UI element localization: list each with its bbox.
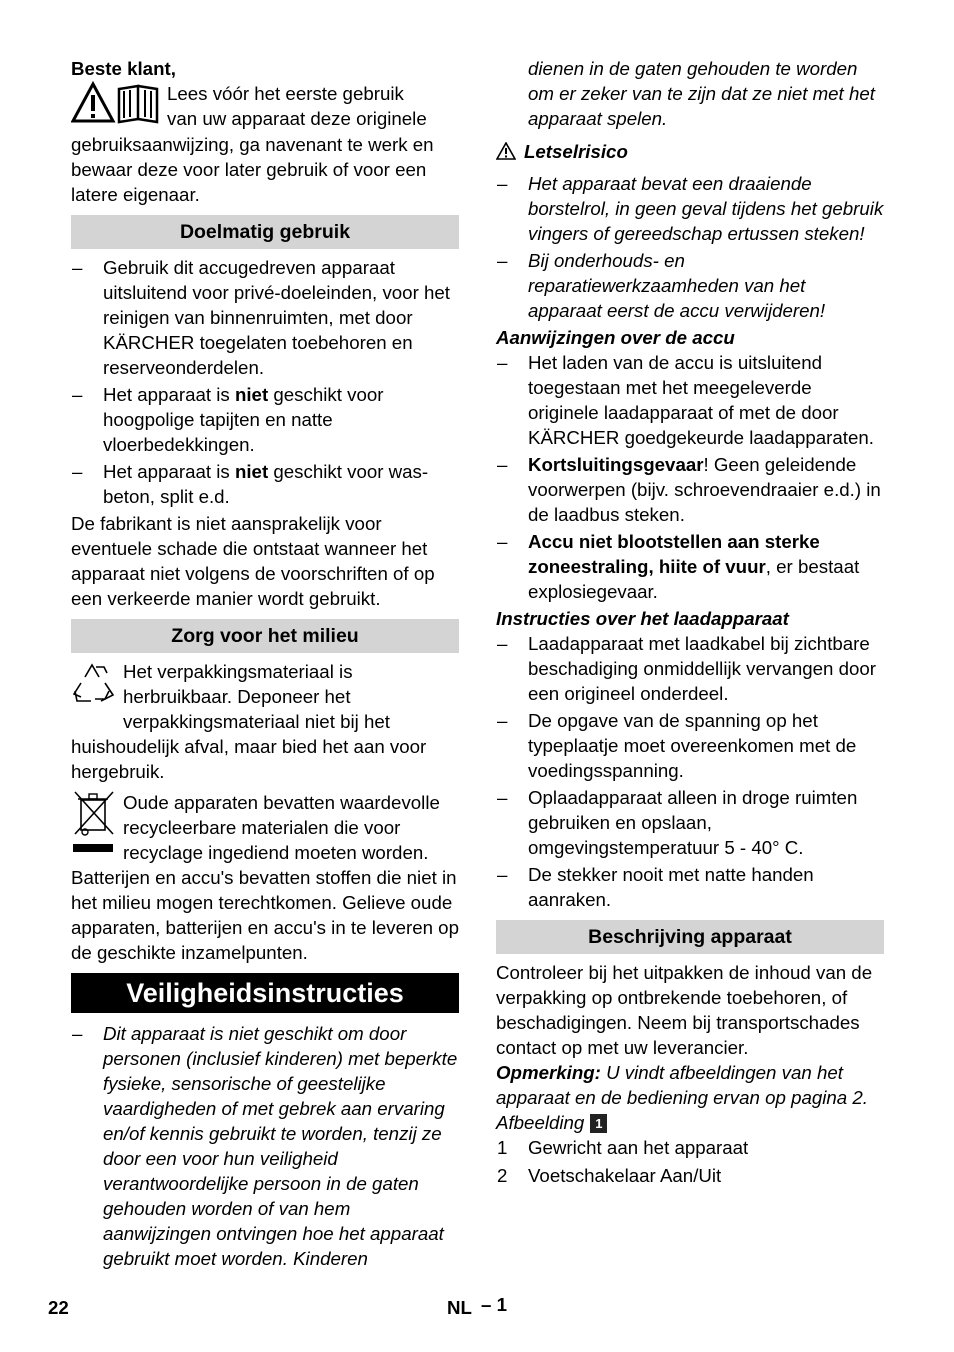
intro-line1: Lees vóór het eerste gebruik [167,83,404,104]
list-item: – Dit apparaat is niet geschikt om door personen (inclusief kinderen) met beperkte fysieke, sensorische of geestelijke vaardigheden of met gebrek aan ervaring en/of kennis gebruikt te worden, tenzij ze door een voor hun veiligheid verantwoordelijke persoon in de gaten gehouden worden of van hem aanwijzingen ontvingen hoe het apparaat gebruikt moet worden. Kinderen [72,1023,458,1269]
dash-marker: – [72,384,83,405]
charger-list [496,631,884,912]
figure-ref: Afbeelding 1 [496,1110,884,1135]
liability-text: De fabrikant is niet aansprakelijk voor eventuele schade die ontstaat wanneer het apparaat niet volgens de voorschriften of op een verkeerde manier wordt gebruikt. [71,513,435,609]
list-item: – Gebruik dit accugedreven apparaat uitsluitend voor privé-doeleinden, voor het reinigen van binnenruimten, met door KÄRCHER toegelaten toebehoren en reserveonderdelen. [72,257,450,378]
dash-marker: – [497,454,508,475]
list-item: – Het apparaat is niet geschikt voor hoogpolige tapijten en natte vloerbedekkingen. [72,384,384,455]
dash-marker: – [72,461,83,482]
heading-veiligheid: Veiligheidsinstructies [71,973,459,1013]
intro-block [71,81,459,207]
dash-marker: – [497,864,508,885]
greeting: Beste klant, [71,58,176,79]
battery-list [496,350,884,604]
recycle-text: Het verpakkingsmateriaal is herbruikbaar. Deponeer het verpakkingsmateriaal niet bij het huishoudelijk afval, maar bied het aan voor hergebruik. [71,661,427,782]
dash-marker: – [497,787,508,808]
warning-icon [496,141,516,166]
list-item: – Het laden van de accu is uitsluitend toegestaan met het meegeleverde originele laadapparaat of met de door KÄRCHER goedgekeurde laadapparaten. [497,352,874,448]
injury-list [496,171,884,323]
safety-list [71,1021,459,1271]
charger-heading: Instructies over het laadapparaat [496,608,789,629]
battery-heading: Aanwijzingen over de accu [496,327,735,348]
list-item: – De stekker nooit met natte handen aanraken. [497,864,814,910]
recycle-icon [71,661,117,710]
usage-list [71,255,459,509]
heading-doelmatig: Doelmatig gebruik [71,215,459,249]
dash-marker: – [497,531,508,552]
list-item: – Oplaadapparaat alleen in droge ruimten gebruiken en opslaan, omgevingstemperatuur 5 - 40° C. [497,787,858,858]
left-column [71,56,459,1273]
list-item: – Bij onderhouds- en reparatiewerkzaamheden van het apparaat eerst de accu verwijderen! [497,250,826,321]
heading-milieu: Zorg voor het milieu [71,619,459,653]
weee-text: Oude apparaten bevatten waardevolle recycleerbare materialen die voor recyclage ingediend moeten worden. [123,792,440,863]
list-item: – De opgave van de spanning op het typeplaatje moet overeenkomen met de voedingsspanning. [497,710,857,781]
safety-continuation: dienen in de gaten gehouden te worden om er zeker van te zijn dat ze niet met het apparaat spelen. [528,58,875,129]
battery-text: Batterijen en accu's bevatten stoffen die niet in het milieu mogen terechtkomen. Gelieve oude apparaten, batterijen en accu's in te leveren op de geschikte inzamelpunten. [71,867,459,963]
language-code: NL [447,1297,472,1318]
list-item: – Het apparaat is niet geschikt voor was-beton, split e.d. [72,461,429,507]
heading-beschrijving: Beschrijving apparaat [496,920,884,954]
right-column [528,56,884,131]
list-item: – Accu niet blootstellen aan sterke zoneestraling, hiite of vuur, er bestaat explosiegevaar. [497,531,860,602]
page-number: 22 [48,1297,69,1318]
list-item: – Kortsluitingsgevaar! Geen geleidende voorwerpen (bijv. schroevendraaier e.d.) in de laadbus steken. [497,454,881,525]
dash-marker: – [497,173,508,194]
recycle-block [71,659,459,784]
injury-heading: Letselrisico [496,139,884,166]
figure-number-badge: 1 [590,1114,607,1133]
list-item: 2 Voetschakelaar Aan/Uit [497,1165,722,1186]
dash-marker: – [497,633,508,654]
dash-marker: – [72,257,83,278]
crossed-bin-icon [71,790,117,859]
intro-rest: gebruiksaanwijzing, ga navenant te werk en bewaar deze voor later gebruik of voor een latere eigenaar. [71,134,434,205]
list-item: 1 Gewricht aan het apparaat [497,1137,749,1158]
section-page-number: – 1 [481,1294,507,1315]
dash-marker: – [72,1023,83,1044]
right-column-main [496,137,884,1191]
dash-marker: – [497,352,508,373]
dash-marker: – [497,710,508,731]
list-item: – Het apparaat bevat een draaiende borstelrol, in geen geval tijdens het gebruik vingers of gereedschap ertussen steken! [497,173,884,244]
weee-block [71,790,459,965]
intro-line2: van uw apparaat deze originele [167,108,427,129]
unpack-text: Controleer bij het uitpakken de inhoud van de verpakking op ontbrekende toebehoren, of beschadigingen. Neem bij transportschades contact op met uw leverancier. [496,962,873,1058]
dash-marker: – [497,250,508,271]
warning-manual-icon [71,81,161,132]
list-item: – Laadapparaat met laadkabel bij zichtbare beschadiging onmiddellijk vervangen door een origineel onderdeel. [497,633,877,704]
parts-list [496,1135,884,1188]
note-text: Opmerking: U vindt afbeeldingen van het apparaat en de bediening ervan op pagina 2. [496,1062,868,1108]
